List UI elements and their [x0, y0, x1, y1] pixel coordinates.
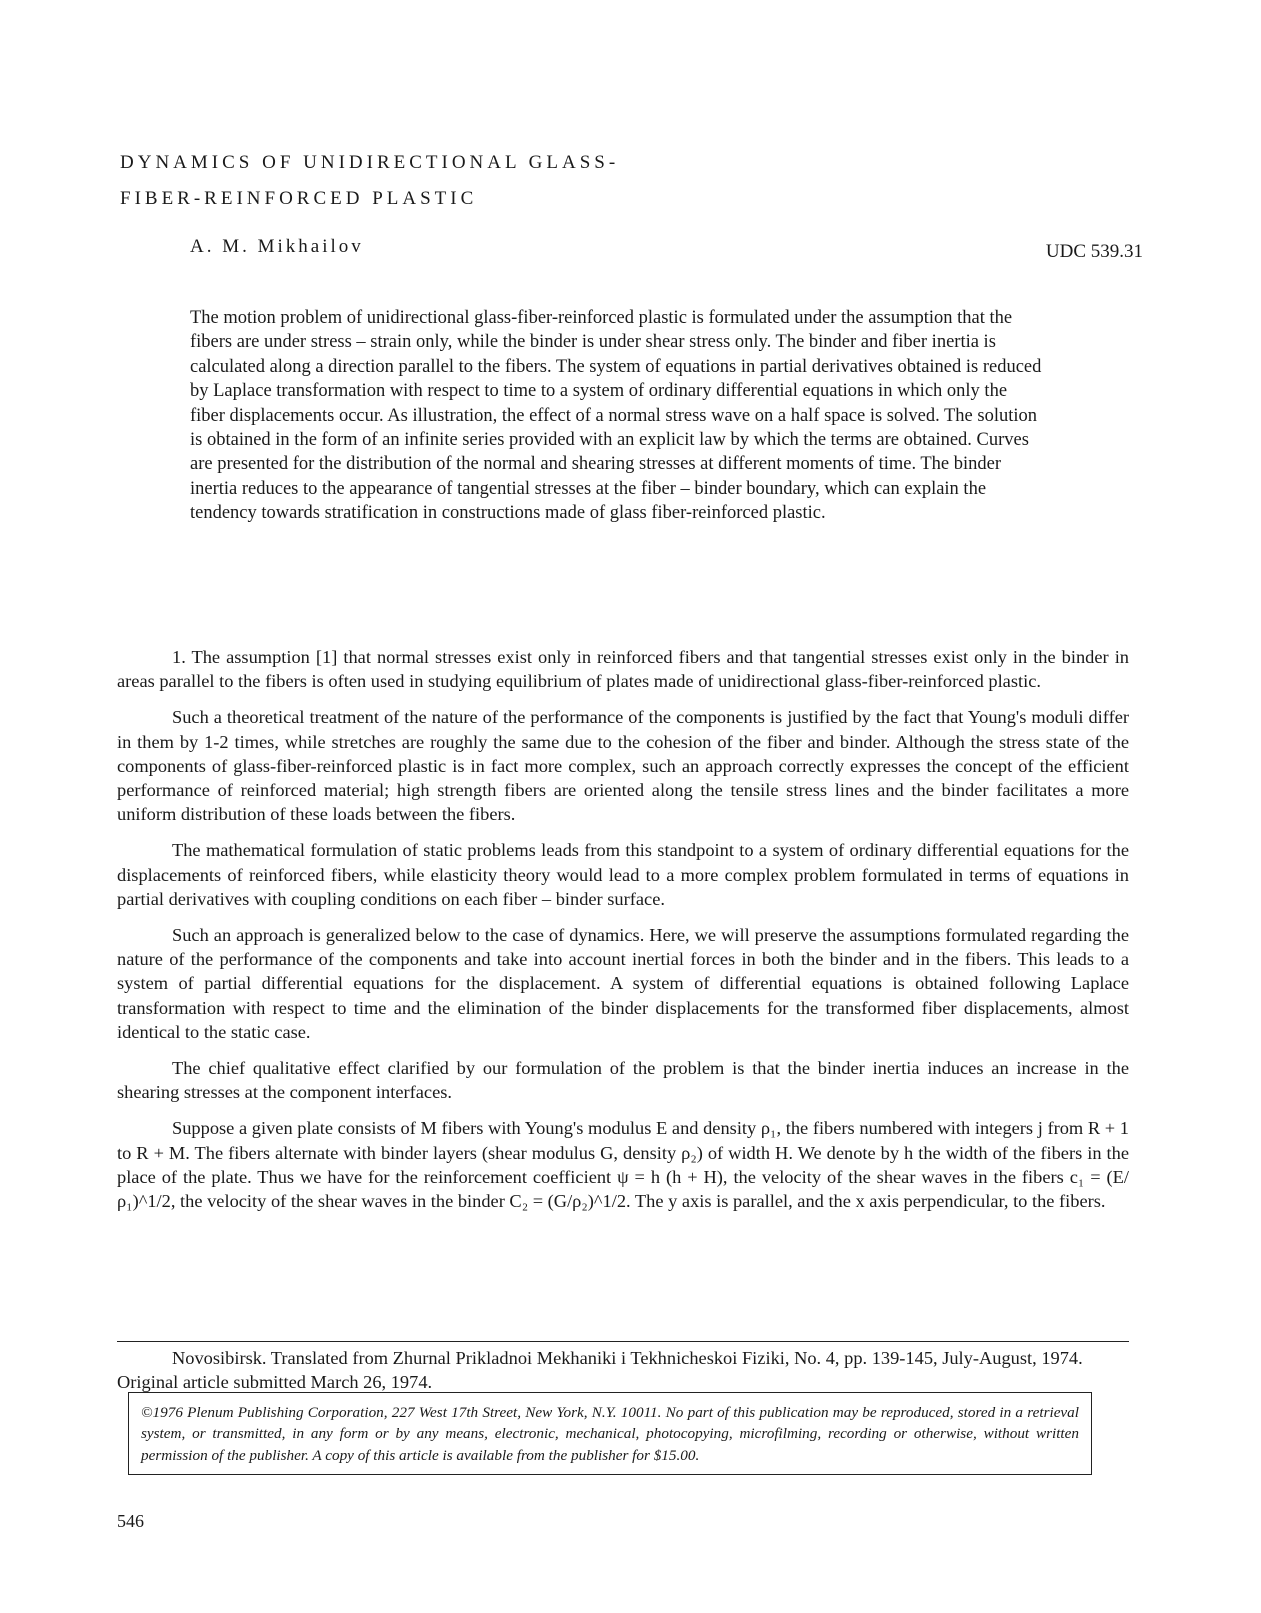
- body-paragraph-4: Such an approach is generalized below to the case of dynamics. Here, we will preserve the assumptions formulated regarding the nature of the performance of the components and take into account inertial forces in both the binder and in the fibers. This leads to a system of partial differential equations for the displacement. A system of differential equations is obtained following Laplace transformation with respect to time and the elimination of the binder displacements for the transformed fiber displacements, almost identical to the static case.: [117, 925, 1129, 1042]
- body-paragraph-6: Suppose a given plate consists of M fibers with Young's modulus E and density ρ₁, the fibers numbered with integers j from R + 1 to R + M. The fibers alternate with binder layers (shear modulus G, density ρ₂) of width H. We denote by h the width of the fibers in the place of the plate. Thus we have for the reinforcement coefficient ψ = h (h + H), the velocity of the shear waves in the fibers c₁ = (E/ρ₁)^1/2, the velocity of the shear waves in the binder C₂ = (G/ρ₂)^1/2. The y axis is parallel, and the x axis perpendicular, to the fibers.: [117, 1118, 1129, 1212]
- body-paragraph-5: The chief qualitative effect clarified by our formulation of the problem is that the binder inertia induces an increase in the shearing stresses at the component interfaces.: [117, 1058, 1129, 1103]
- abstract: [190, 306, 1045, 526]
- body-paragraph-3: The mathematical formulation of static problems leads from this standpoint to a system of ordinary differential equations for the displacements of reinforced fibers, while elasticity theory would lead to a more complex problem formulated in terms of equations in partial derivatives with coupling conditions on each fiber – binder surface.: [117, 840, 1129, 909]
- copyright-text: ©1976 Plenum Publishing Corporation, 227 West 17th Street, New York, N.Y. 10011. No part of this publication may be reproduced, stored in a retrieval system, or transmitted, in any form or by any means, electronic, mechanical, photocopying, microfilming, recording or otherwise, without written permission of the publisher. A copy of this article is available from the publisher for $15.00.: [141, 1404, 1079, 1464]
- page-number: 546: [117, 1511, 144, 1531]
- body-paragraph-1: 1. The assumption [1] that normal stresses exist only in reinforced fibers and that tangential stresses exist only in the binder in areas parallel to the fibers is often used in studying equilibrium of plates made of unidirectional glass-fiber-reinforced plastic.: [117, 647, 1129, 692]
- footnote-divider: [117, 1341, 1129, 1342]
- body-text: [117, 645, 1129, 1225]
- footnote: Novosibirsk. Translated from Zhurnal Prikladnoi Mekhaniki i Tekhnicheskoi Fiziki, No. 4, pp. 139-145, July-August, 1974. Original article submitted March 26, 1974.: [117, 1348, 1083, 1393]
- paper-title-line-2: FIBER-REINFORCED PLASTIC: [120, 188, 478, 209]
- body-paragraph-2: Such a theoretical treatment of the nature of the performance of the components is justified by the fact that Young's moduli differ in them by 1-2 times, while stretches are roughly the same due to the cohesion of the fiber and binder. Although the stress state of the components of glass-fiber-reinforced plastic is in fact more complex, such an approach correctly expresses the concept of the efficient performance of reinforced material; high strength fibers are oriented along the tensile stress lines and the binder facilitates a more uniform distribution of these loads between the fibers.: [117, 707, 1129, 825]
- author-name: A. M. Mikhailov: [190, 236, 364, 257]
- paper-title-line-1: DYNAMICS OF UNIDIRECTIONAL GLASS-: [120, 152, 620, 173]
- abstract-text: The motion problem of unidirectional glass-fiber-reinforced plastic is formulated under the assumption that the fibers are under stress – strain only, while the binder is under shear stress only. The binder and fiber inertia is calculated along a direction parallel to the fibers. The system of equations in partial derivatives obtained is reduced by Laplace transformation with respect to time to a system of ordinary differential equations in which only the fiber displacements occur. As illustration, the effect of a normal stress wave on a half space is solved. The solution is obtained in the form of an infinite series provided with an explicit law by which the terms are obtained. Curves are presented for the distribution of the normal and shearing stresses at different moments of time. The binder inertia reduces to the appearance of tangential stresses at the fiber – binder boundary, which can explain the tendency towards stratification in constructions made of glass fiber-reinforced plastic.: [190, 308, 1042, 524]
- copyright-notice-box: [128, 1392, 1092, 1475]
- udc-code: UDC 539.31: [1045, 241, 1143, 262]
